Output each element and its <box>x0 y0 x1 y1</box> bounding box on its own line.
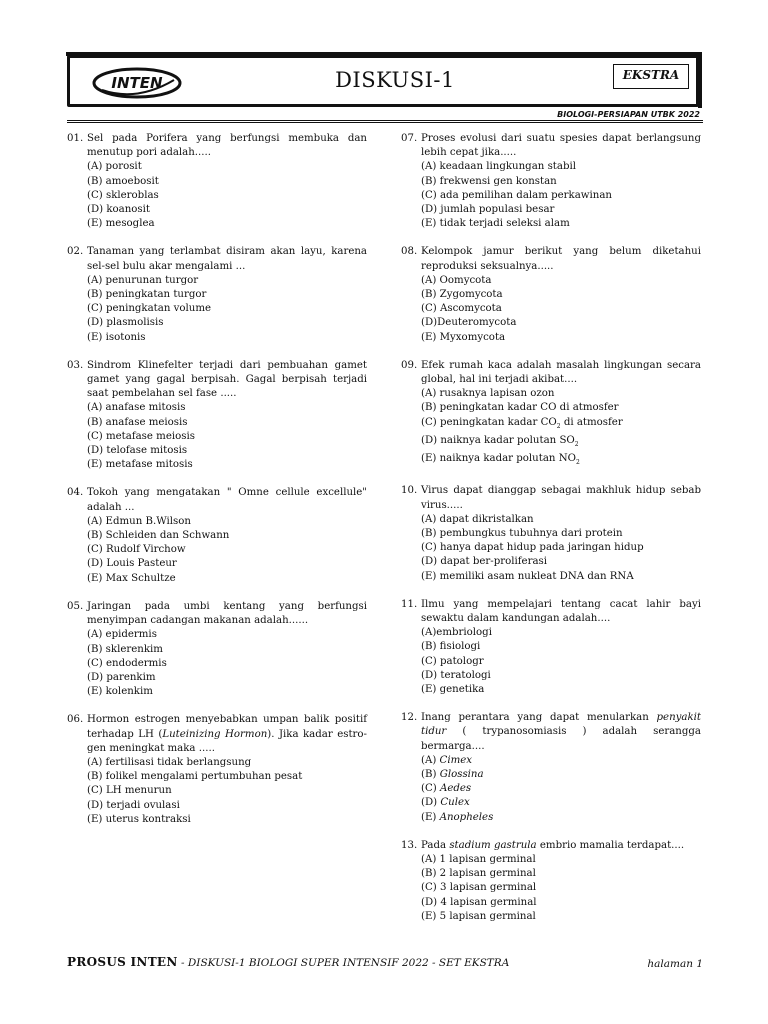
question-number: 08. <box>401 246 418 258</box>
subscript: 2 <box>556 422 561 430</box>
ekstra-badge: EKSTRA <box>613 64 689 89</box>
question-number: 01. <box>67 133 84 144</box>
question-number: 05. <box>67 600 84 612</box>
inten-logo <box>92 66 182 100</box>
question-number: 03. <box>67 359 84 371</box>
option[interactable] <box>421 811 701 825</box>
option[interactable]: (D) teratologi <box>421 669 491 681</box>
option[interactable]: (A) 1 lapisan germinal <box>421 854 536 866</box>
header-divider <box>67 120 703 121</box>
option-text: (D) naiknya kadar polutan SO <box>421 434 575 446</box>
option[interactable]: (A) fertilisasi tidak berlangsung <box>87 756 252 768</box>
question-11 <box>401 598 701 697</box>
option[interactable] <box>421 768 701 782</box>
option[interactable]: (E) kolenkim <box>87 686 153 698</box>
option[interactable]: (C) Ascomycota <box>421 303 502 315</box>
question-01 <box>67 132 367 231</box>
option[interactable] <box>421 796 701 810</box>
footer-brand: PROSUS INTEN <box>67 955 178 969</box>
option-text: Glossina <box>439 769 484 781</box>
stem-italic: stadium gastrula <box>449 839 537 851</box>
page-title: DISKUSI-1 <box>335 68 455 92</box>
question-08 <box>401 245 701 344</box>
option[interactable]: (D) 4 lapisan germinal <box>421 896 537 908</box>
option[interactable]: (E) memiliki asam nukleat DNA dan RNA <box>421 570 634 582</box>
option[interactable]: (D) koanosit <box>87 204 151 216</box>
question-stem: Tanaman yang terlambat disiram akan layu, karena sel-sel bulu akar mengalami ... <box>87 246 367 272</box>
option[interactable]: (A) porosit <box>87 161 142 173</box>
option[interactable]: (C) Rudolf Virchow <box>87 544 186 556</box>
question-stem: Ilmu yang mempelajari tentang cacat lahir bayi sewaktu dalam kandungan adalah.... <box>421 598 701 624</box>
option[interactable]: (E) 5 lapisan germinal <box>421 910 536 922</box>
option-text: Anopheles <box>439 811 494 823</box>
question-number: 12. <box>401 712 418 724</box>
question-06 <box>67 713 367 827</box>
option[interactable] <box>421 452 701 470</box>
question-02 <box>67 245 367 344</box>
option[interactable]: (C) ada pemilihan dalam perkawinan <box>421 189 612 201</box>
option[interactable]: (B) folikel mengalami pertumbuhan pesat <box>87 771 303 783</box>
option[interactable]: (B) amoebosit <box>87 175 159 187</box>
stem-text: Hormon estrogen menyebabkan umpan balik positif terhadap LH ( <box>87 714 367 740</box>
question-number: 07. <box>401 133 418 144</box>
option[interactable]: (B) 2 lapisan germinal <box>421 868 536 880</box>
question-stem <box>421 839 701 853</box>
question-12 <box>401 711 701 825</box>
option[interactable] <box>421 782 701 796</box>
stem-italic: Luteinizing Hormon <box>162 728 268 740</box>
svg-text:INTEN: INTEN <box>111 74 163 92</box>
option[interactable]: (A) epidermis <box>87 629 157 641</box>
option[interactable]: (D) terjadi ovulasi <box>87 799 180 811</box>
option[interactable]: (B) peningkatan turgor <box>87 289 207 301</box>
option[interactable]: (B) anafase meiosis <box>87 416 188 428</box>
option[interactable]: (E) metafase mitosis <box>87 459 193 471</box>
option[interactable]: (B) peningkatan kadar CO di atmosfer <box>421 402 619 414</box>
option[interactable]: (D)Deuteromycota <box>421 317 517 329</box>
question-07 <box>401 132 701 231</box>
question-stem: Sel pada Porifera yang berfungsi membuka dan menutup pori adalah..... <box>87 133 367 159</box>
option[interactable]: (E) tidak terjadi seleksi alam <box>421 218 570 230</box>
question-04 <box>67 486 367 585</box>
option-text: di atmosfer <box>560 416 623 428</box>
option[interactable]: (A) penurunan turgor <box>87 274 199 286</box>
question-09 <box>401 359 701 471</box>
question-stem <box>421 711 701 754</box>
option-label: (B) <box>421 769 440 781</box>
option[interactable]: (D) Louis Pasteur <box>87 558 177 570</box>
page-footer <box>67 955 703 969</box>
subscript: 2 <box>574 440 579 448</box>
option[interactable]: (E) Myxomycota <box>421 331 506 343</box>
option[interactable]: (A)embriologi <box>421 627 492 639</box>
option[interactable] <box>421 416 701 434</box>
question-stem <box>87 713 367 756</box>
option-text: Cimex <box>439 754 473 766</box>
question-stem: Proses evolusi dari suatu spesies dapat berlangsung lebih cepat jika..... <box>421 133 701 159</box>
option[interactable]: (A) keadaan lingkungan stabil <box>421 161 577 173</box>
option[interactable]: (B) Zygomycota <box>421 289 503 301</box>
option-text: (C) peningkatan kadar CO <box>421 416 557 428</box>
option-text: Culex <box>440 797 470 809</box>
option-label: (E) <box>421 811 440 823</box>
option[interactable]: (C) peningkatan volume <box>87 303 212 315</box>
question-number: 10. <box>401 485 418 497</box>
option-label: (C) <box>421 783 440 795</box>
option[interactable]: (C) skleroblas <box>87 189 159 201</box>
option-label: (D) <box>421 797 441 809</box>
option[interactable]: (B) frekwensi gen konstan <box>421 175 557 187</box>
option[interactable]: (A) Edmun B.Wilson <box>87 515 191 527</box>
subject-label: BIOLOGI-PERSIAPAN UTBK 2022 <box>557 110 700 119</box>
option[interactable] <box>421 754 701 768</box>
stem-text: Pada <box>421 839 450 851</box>
option[interactable]: (B) sklerenkim <box>87 643 163 655</box>
option-text: (E) naiknya kadar polutan NO <box>421 453 576 465</box>
question-number: 04. <box>67 487 84 499</box>
option[interactable]: (C) endodermis <box>87 657 167 669</box>
question-number: 09. <box>401 359 418 371</box>
option-text: Aedes <box>439 783 472 795</box>
option[interactable]: (A) dapat dikristalkan <box>421 513 534 525</box>
option[interactable]: (C) LH menurun <box>87 785 172 797</box>
question-number: 11. <box>401 598 418 610</box>
option[interactable]: (C) hanya dapat hidup pada jaringan hidup <box>421 542 644 554</box>
option[interactable]: (C) patologr <box>421 655 484 667</box>
question-13 <box>401 839 701 924</box>
stem-text: Inang perantara yang dapat menularkan <box>421 712 657 724</box>
stem-text: ( trypanosomiasis ) adalah serangga bermarga.... <box>421 726 701 752</box>
option[interactable]: (E) genetika <box>421 684 485 695</box>
stem-italic: penyakit tidur <box>421 712 701 738</box>
question-10 <box>401 484 701 583</box>
option[interactable]: (E) uterus kontraksi <box>87 813 191 825</box>
option[interactable]: (B) Schleiden dan Schwann <box>87 530 230 542</box>
question-03 <box>67 359 367 473</box>
header-divider-2 <box>67 122 703 123</box>
option[interactable]: (E) mesoglea <box>87 218 155 230</box>
stem-text: embrio mamalia terdapat.... <box>536 839 685 851</box>
left-column <box>67 132 367 841</box>
footer-description: - DISKUSI-1 BIOLOGI SUPER INTENSIF 2022 - SET EKSTRA <box>177 957 510 969</box>
option[interactable]: (A) Oomycota <box>421 274 492 286</box>
question-stem: Tokoh yang mengatakan " Omne cellule excellule" adalah ... <box>87 487 367 513</box>
option[interactable]: (C) metafase meiosis <box>87 430 195 442</box>
stem-text: ). Jika kadar estro-gen meningkat maka ..... <box>87 728 367 754</box>
option[interactable]: (D) telofase mitosis <box>87 445 188 457</box>
option[interactable]: (B) fisiologi <box>421 641 481 653</box>
option[interactable]: (D) jumlah populasi besar <box>421 204 555 216</box>
right-column <box>401 132 701 938</box>
subscript: 2 <box>575 459 580 467</box>
option[interactable] <box>421 434 701 452</box>
option[interactable]: (E) isotonis <box>87 331 146 343</box>
option[interactable]: (D) parenkim <box>87 671 156 683</box>
option-label: (A) <box>421 754 440 766</box>
page-number: halaman 1 <box>647 958 703 970</box>
option[interactable]: (C) 3 lapisan germinal <box>421 882 537 894</box>
question-number: 06. <box>67 714 84 726</box>
option[interactable]: (A) rusaknya lapisan ozon <box>421 388 555 400</box>
question-05 <box>67 600 367 699</box>
question-stem: Efek rumah kaca adalah masalah lingkungan secara global, hal ini terjadi akibat.... <box>421 359 701 386</box>
question-number: 02. <box>67 246 84 258</box>
question-number: 13. <box>401 839 418 851</box>
question-stem: Kelompok jamur berikut yang belum diketahui reproduksi seksualnya..... <box>421 246 701 272</box>
question-stem: Jaringan pada umbi kentang yang berfungsi menyimpan cadangan makanan adalah...... <box>87 600 367 627</box>
option[interactable]: (D) dapat ber-proliferasi <box>421 556 548 568</box>
option[interactable]: (B) pembungkus tubuhnya dari protein <box>421 527 623 539</box>
option[interactable]: (D) plasmolisis <box>87 317 164 329</box>
question-stem: Sindrom Klinefelter terjadi dari pembuahan gamet gamet yang gagal berpisah. Gagal berpisah terjadi saat pembelahan sel fase ..... <box>87 359 367 400</box>
question-stem: Virus dapat dianggap sebagai makhluk hidup sebab virus..... <box>421 485 701 511</box>
option[interactable]: (E) Max Schultze <box>87 572 176 584</box>
option[interactable]: (A) anafase mitosis <box>87 402 186 414</box>
